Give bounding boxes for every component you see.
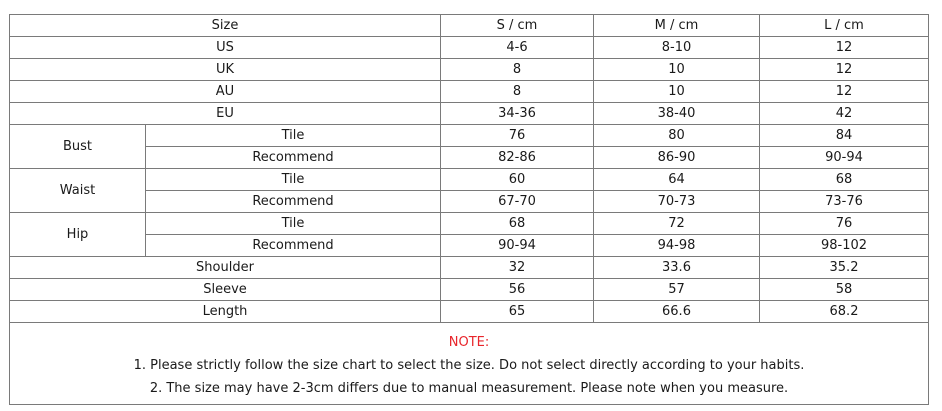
cell-l: 42 bbox=[760, 103, 929, 125]
group-label-bust: Bust bbox=[10, 125, 146, 169]
header-m: M / cm bbox=[594, 15, 760, 37]
cell-l: 12 bbox=[760, 81, 929, 103]
cell-l: 35.2 bbox=[760, 257, 929, 279]
row-label: Shoulder bbox=[10, 257, 441, 279]
size-chart-table bbox=[9, 14, 929, 405]
group-label-waist: Waist bbox=[10, 169, 146, 213]
cell-l: 12 bbox=[760, 59, 929, 81]
row-label: AU bbox=[10, 81, 441, 103]
group-label-hip: Hip bbox=[10, 213, 146, 257]
cell-m: 70-73 bbox=[594, 191, 760, 213]
table-row bbox=[10, 103, 929, 125]
header-s: S / cm bbox=[441, 15, 594, 37]
cell-m: 94-98 bbox=[594, 235, 760, 257]
table-row bbox=[10, 301, 929, 323]
cell-l: 12 bbox=[760, 37, 929, 59]
row-label: Length bbox=[10, 301, 441, 323]
cell-l: 76 bbox=[760, 213, 929, 235]
cell-l: 68 bbox=[760, 169, 929, 191]
note-line: 2. The size may have 2-3cm differs due to manual measurement. Please note when you measure. bbox=[149, 381, 789, 396]
cell-m: 33.6 bbox=[594, 257, 760, 279]
table-row bbox=[10, 235, 929, 257]
header-row bbox=[10, 15, 929, 37]
note-title: NOTE: bbox=[448, 335, 490, 350]
row-label: Sleeve bbox=[10, 279, 441, 301]
row-label: US bbox=[10, 37, 441, 59]
row-label: Tile bbox=[146, 169, 441, 191]
cell-s: 60 bbox=[441, 169, 594, 191]
cell-m: 80 bbox=[594, 125, 760, 147]
header-l: L / cm bbox=[760, 15, 929, 37]
cell-m: 38-40 bbox=[594, 103, 760, 125]
cell-s: 8 bbox=[441, 59, 594, 81]
table-row bbox=[10, 81, 929, 103]
cell-s: 56 bbox=[441, 279, 594, 301]
table-row bbox=[10, 59, 929, 81]
cell-s: 32 bbox=[441, 257, 594, 279]
header-size: Size bbox=[10, 15, 441, 37]
table-row bbox=[10, 257, 929, 279]
cell-m: 66.6 bbox=[594, 301, 760, 323]
cell-m: 64 bbox=[594, 169, 760, 191]
cell-s: 34-36 bbox=[441, 103, 594, 125]
cell-l: 73-76 bbox=[760, 191, 929, 213]
cell-s: 65 bbox=[441, 301, 594, 323]
cell-m: 57 bbox=[594, 279, 760, 301]
cell-l: 58 bbox=[760, 279, 929, 301]
row-label: Recommend bbox=[146, 235, 441, 257]
row-label: Recommend bbox=[146, 191, 441, 213]
table-row bbox=[10, 279, 929, 301]
cell-s: 4-6 bbox=[441, 37, 594, 59]
cell-l: 68.2 bbox=[760, 301, 929, 323]
note-row bbox=[10, 323, 929, 405]
note-line: 1. Please strictly follow the size chart to select the size. Do not select directly according to your habits. bbox=[133, 358, 805, 373]
row-label: Tile bbox=[146, 213, 441, 235]
cell-s: 68 bbox=[441, 213, 594, 235]
row-label: Tile bbox=[146, 125, 441, 147]
cell-l: 98-102 bbox=[760, 235, 929, 257]
table-row bbox=[10, 147, 929, 169]
note-cell bbox=[10, 323, 929, 405]
cell-m: 86-90 bbox=[594, 147, 760, 169]
row-label: EU bbox=[10, 103, 441, 125]
cell-m: 72 bbox=[594, 213, 760, 235]
cell-s: 82-86 bbox=[441, 147, 594, 169]
cell-s: 67-70 bbox=[441, 191, 594, 213]
cell-s: 76 bbox=[441, 125, 594, 147]
table-row bbox=[10, 169, 929, 191]
row-label: Recommend bbox=[146, 147, 441, 169]
cell-s: 90-94 bbox=[441, 235, 594, 257]
cell-l: 90-94 bbox=[760, 147, 929, 169]
cell-m: 8-10 bbox=[594, 37, 760, 59]
cell-l: 84 bbox=[760, 125, 929, 147]
cell-s: 8 bbox=[441, 81, 594, 103]
table-row bbox=[10, 191, 929, 213]
cell-m: 10 bbox=[594, 59, 760, 81]
row-label: UK bbox=[10, 59, 441, 81]
table-row bbox=[10, 213, 929, 235]
table-row bbox=[10, 37, 929, 59]
table-row bbox=[10, 125, 929, 147]
cell-m: 10 bbox=[594, 81, 760, 103]
